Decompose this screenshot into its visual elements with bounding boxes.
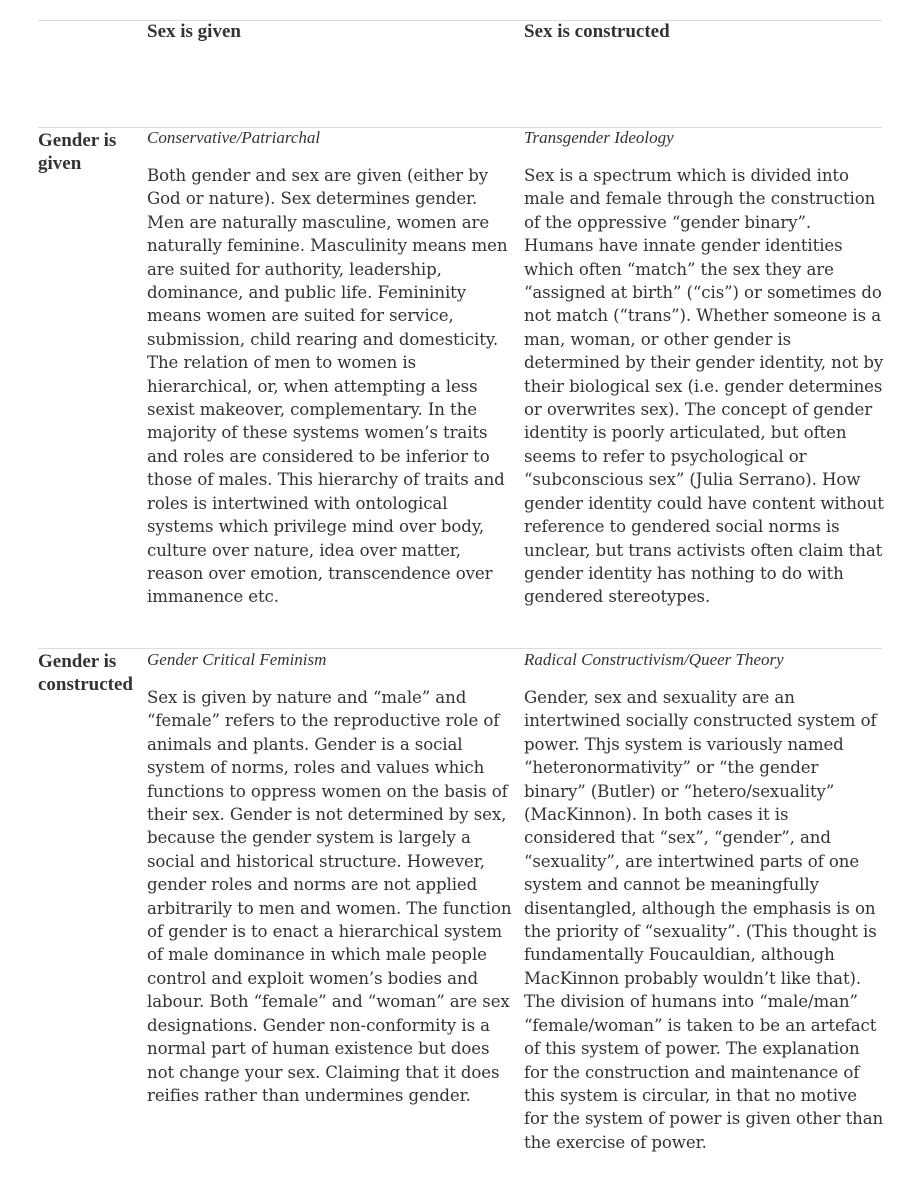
cell-title: Conservative/Patriarchal [147,128,321,147]
cell-text: Gender, sex and sexuality are an intertwined socially constructed system of power. Thjs system is variously named “heteronormativity” or “the gender binary” (Butler) or “hetero/sexuality” (MacKinnon). In both cases it is considered that “sex”, “gender”, and “sexuality”, are intertwined parts of one system and cannot be meaningfully disentangled, although the emphasis is on the priority of “sexuality”. (This thought is fundamentally Foucauldian, although MacKinnon probably wouldn’t like that). The division of humans into “male/man” “female/woman” is taken to be an artefact of this system of power. The explanation for the construction and maintenance of this system is circular, in that no motive for the system of power is given other than the exercise of power. [524,688,884,1152]
cell-transgender [524,128,884,609]
column-header-sex-constructed: Sex is constructed [524,21,670,42]
column-header-sex-given: Sex is given [147,21,241,42]
cell-gender-critical [147,650,519,1107]
cell-conservative [147,128,519,609]
cell-text: Sex is given by nature and “male” and “female” refers to the reproductive role of animals and plants. Gender is a social system of norms, roles and values which functions to oppress women on the basis of their sex. Gender is not determined by sex, because the gender system is largely a social and historical structure. However, gender roles and norms are not applied arbitrarily to men and women. The function of gender is to enact a hierarchical system of male dominance in which male people control and exploit women’s bodies and labour. Both “female” and “woman” are sex designations. Gender non-conformity is a normal part of human existence but does not change your sex. Claiming that it does reifies rather than undermines gender. [147,688,512,1105]
cell-radical-constructivism [524,650,884,1154]
cell-text: Both gender and sex are given (either by God or nature). Sex determines gender. Men are naturally masculine, women are naturally feminine. Masculinity means men are suited for authority, leadership, dominance, and public life. Femininity means women are suited for service, submission, child rearing and domesticity. The relation of men to women is hierarchical, or, when attempting a less sexist makeover, complementary. In the majority of these systems women’s traits and roles are considered to be inferior to those of males. This hierarchy of traits and roles is intertwined with ontological systems which privilege mind over body, culture over nature, idea over matter, reason over emotion, transcendence over immanence etc. [147,166,508,607]
cell-text: Sex is a spectrum which is divided into male and female through the construction of the oppressive “gender binary”. Humans have innate gender identities which often “match” the sex they are “assigned at birth” (“cis”) or sometimes do not match (“trans”). Whether someone is a man, woman, or other gender is determined by their gender identity, not by their biological sex (i.e. gender determines or overwrites sex). The concept of gender identity is poorly articulated, but often seems to refer to psychological or “subconscious sex” (Julia Serrano). How gender identity could have content without reference to gendered social norms is unclear, but trans activists often claim that gender identity has nothing to do with gendered stereotypes. [524,166,884,607]
cell-title: Gender Critical Feminism [147,650,327,669]
row-header-gender-given: Gender is given [38,130,117,174]
cell-title: Radical Constructivism/Queer Theory [524,650,784,669]
cell-title: Transgender Ideology [524,128,674,147]
row-header-gender-constructed: Gender is constructed [38,651,133,695]
row-divider-2 [38,648,882,649]
